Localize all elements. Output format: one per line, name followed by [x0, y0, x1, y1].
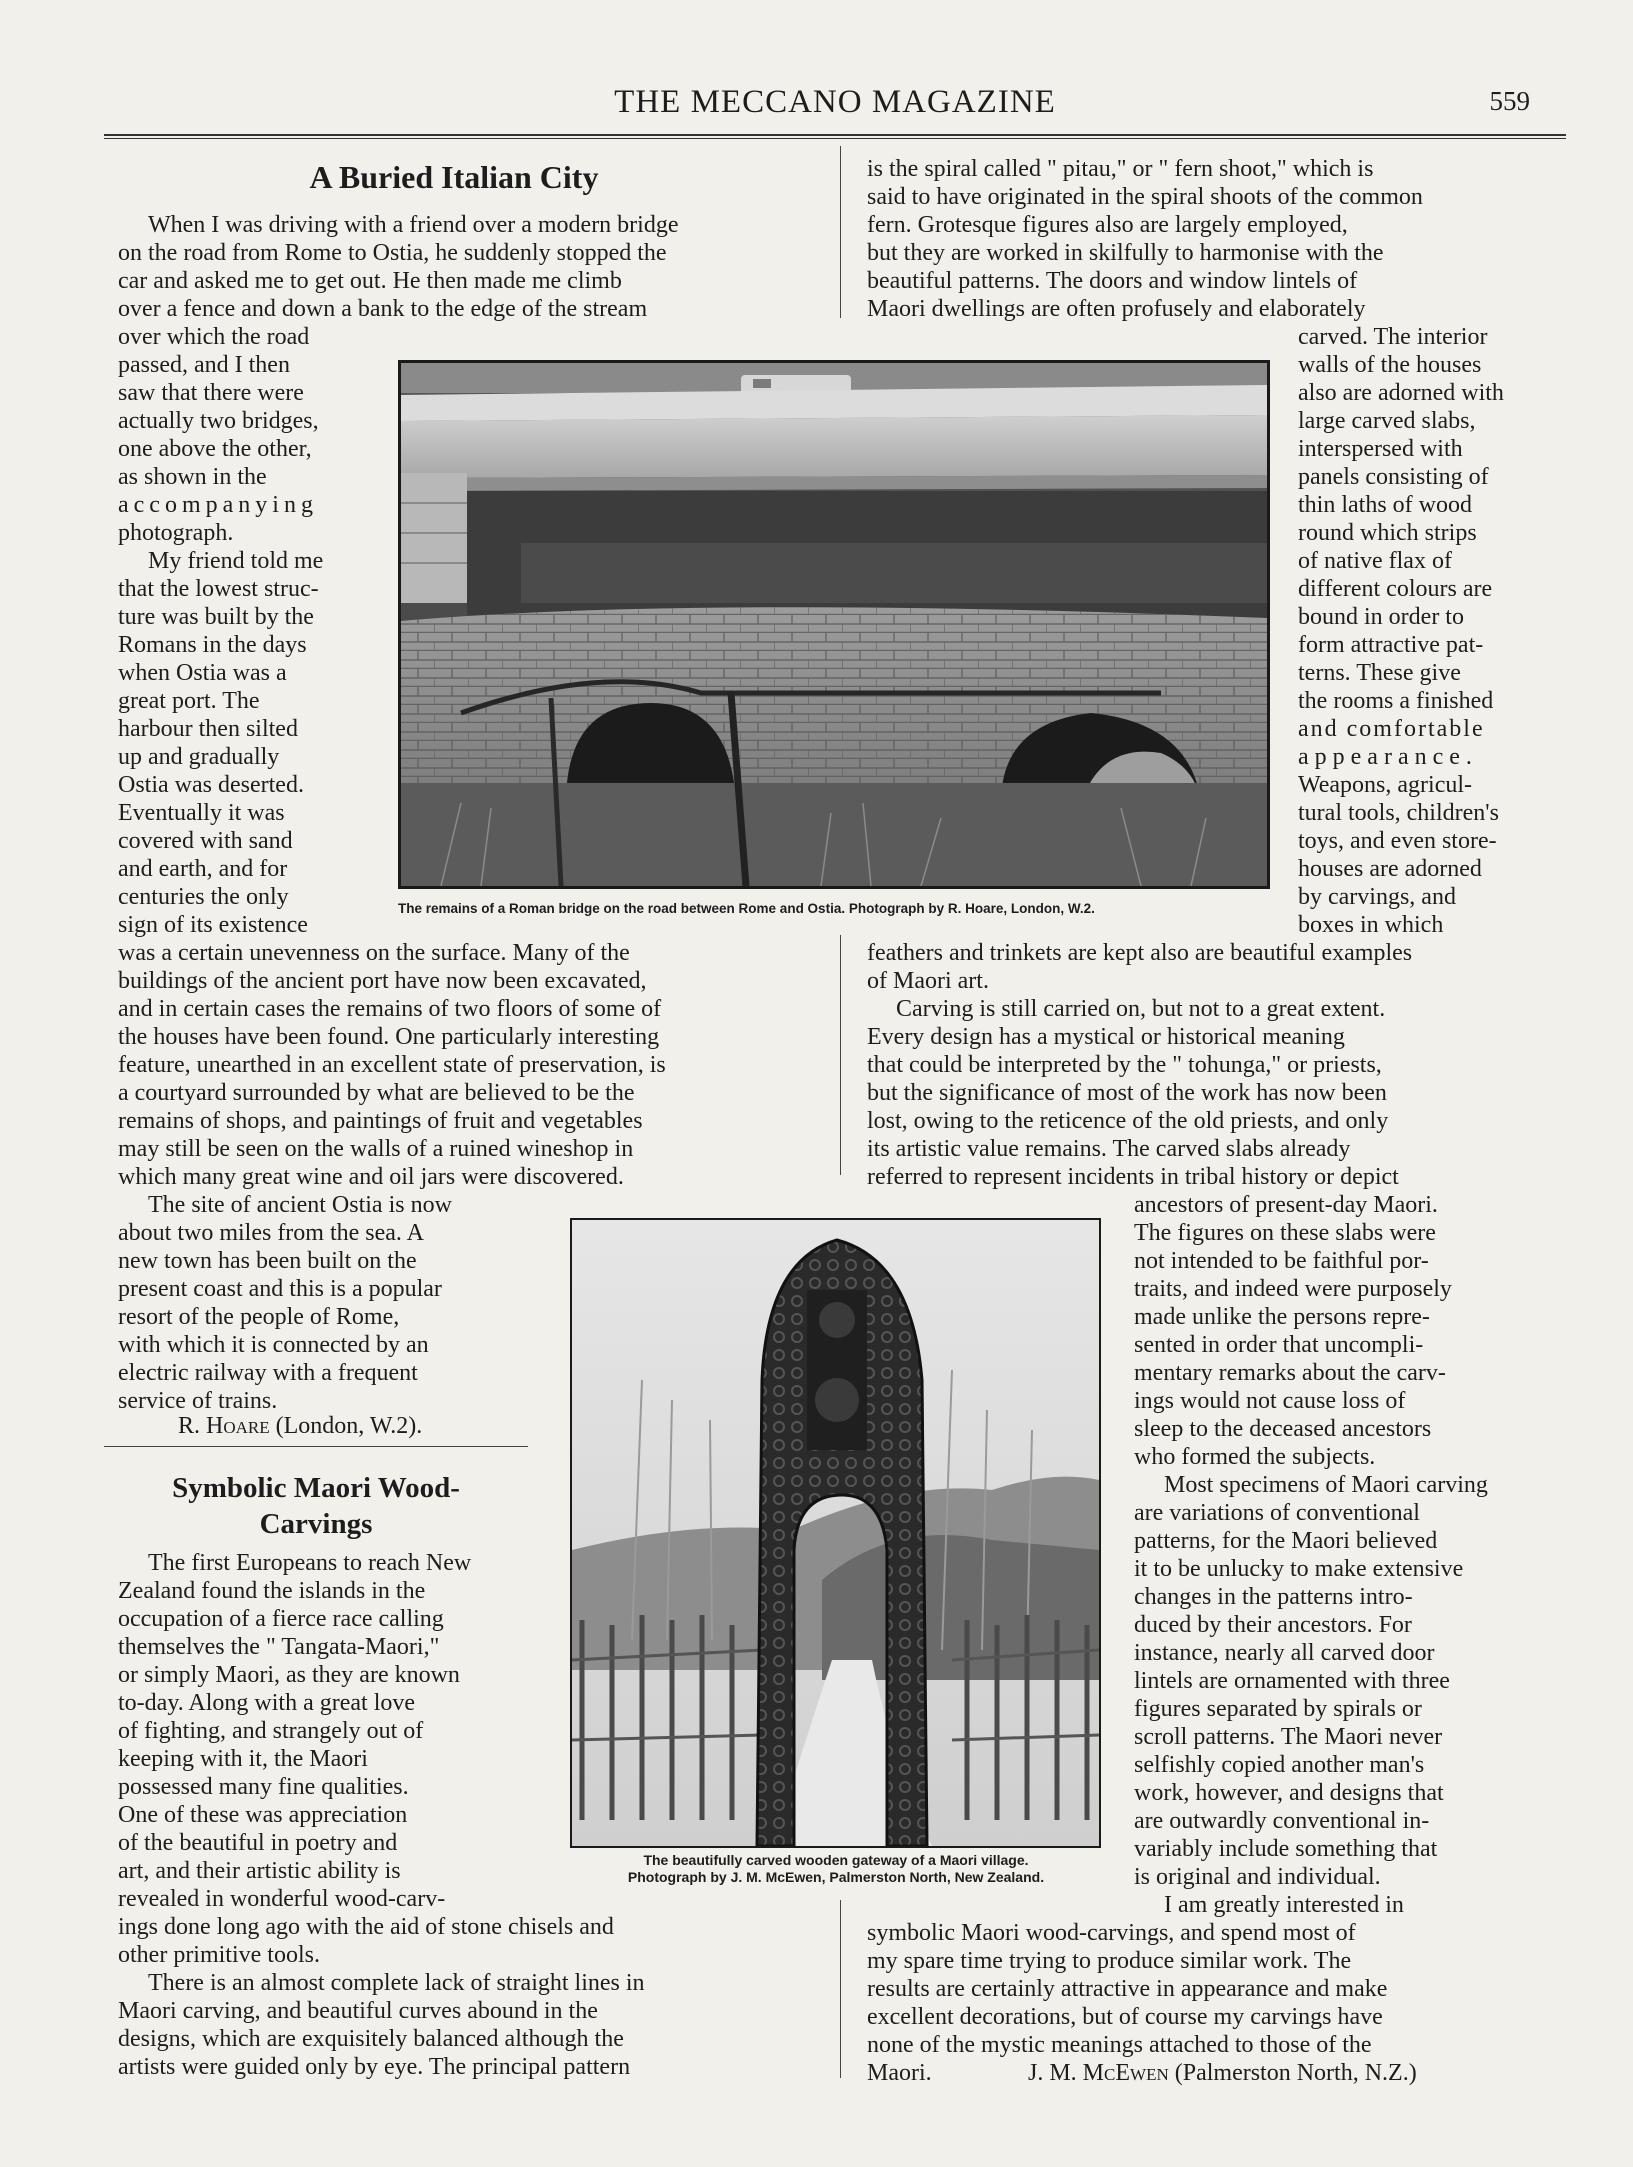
text-line: Most specimens of Maori carving	[1164, 1472, 1488, 1498]
text-line: revealed in wonderful wood-carv-	[118, 1886, 446, 1912]
text-line: ings done long ago with the aid of stone chisels and	[118, 1914, 614, 1940]
text-line: are outwardly conventional in-	[1134, 1808, 1430, 1834]
text-line: centuries the only	[118, 884, 289, 910]
text-line: One of these was appreciation	[118, 1802, 408, 1828]
text-line: themselves the " Tangata-Maori,"	[118, 1634, 440, 1660]
text-line: about two miles from the sea. A	[118, 1220, 424, 1246]
page-number: 559	[1489, 86, 1530, 116]
text-line: who formed the subjects.	[1134, 1444, 1376, 1470]
text-line: tural tools, children's	[1298, 800, 1499, 826]
text-line: houses are adorned	[1298, 856, 1482, 882]
text-line: covered with sand	[118, 828, 293, 854]
text-line: scroll patterns. The Maori never	[1134, 1724, 1443, 1750]
bridge-photo-image	[401, 363, 1267, 886]
text-line: Weapons, agricul-	[1298, 772, 1472, 798]
bridge-photo-caption: The remains of a Roman bridge on the road between Rome and Ostia. Photograph by R. Hoare, London, W.2.	[398, 901, 1095, 916]
text-line: different colours are	[1298, 576, 1493, 602]
text-line: of Maori art.	[867, 968, 989, 994]
text-line: variably include something that	[1134, 1836, 1438, 1862]
text-line: are variations of conventional	[1134, 1500, 1420, 1526]
text-line: symbolic Maori wood-carvings, and spend most of	[867, 1920, 1356, 1946]
text-line: Maori dwellings are often profusely and elaborately	[867, 296, 1366, 322]
text-line: toys, and even store-	[1298, 828, 1497, 854]
text-line: Carving is still carried on, but not to a great extent.	[896, 996, 1386, 1022]
text-line: resort of the people of Rome,	[118, 1304, 400, 1330]
text-line: referred to represent incidents in tribal history or depict	[867, 1164, 1399, 1190]
text-line: instance, nearly all carved door	[1134, 1640, 1435, 1666]
caption-line: The beautifully carved wooden gateway of a Maori village.	[643, 1852, 1029, 1868]
text-line: ture was built by the	[118, 604, 314, 630]
author-place: (London, W.2).	[275, 1413, 423, 1439]
gateway-photo-caption	[576, 1852, 1096, 1886]
text-line: saw that there were	[118, 380, 304, 406]
caption-line: Photograph by J. M. McEwen, Palmerston North, New Zealand.	[627, 1869, 1045, 1885]
text-line: figures separated by spirals or	[1134, 1696, 1422, 1722]
text-line: work, however, and designs that	[1134, 1780, 1444, 1806]
maori-gateway-photo	[570, 1218, 1101, 1848]
text-line: terns. These give	[1298, 660, 1461, 686]
text-line: Maori.	[867, 2060, 932, 2086]
article2-title	[104, 1470, 528, 1542]
text-line: a courtyard surrounded by what are believed to be the	[118, 1080, 635, 1106]
text-line: other primitive tools.	[118, 1942, 320, 1968]
text-line: lost, owing to the reticence of the old priests, and only	[867, 1108, 1389, 1134]
text-line: may still be seen on the walls of a ruined wineshop in	[118, 1136, 634, 1162]
text-line: remains of shops, and paintings of fruit and vegetables	[118, 1108, 643, 1134]
column-divider-middle	[840, 935, 841, 1175]
text-line: made unlike the persons repre-	[1134, 1304, 1430, 1330]
text-line: mentary remarks about the carv-	[1134, 1360, 1446, 1386]
text-line: lintels are ornamented with three	[1134, 1668, 1450, 1694]
text-line: accompanying	[118, 492, 318, 518]
text-line: as shown in the	[118, 464, 267, 490]
text-line: over a fence and down a bank to the edge of the stream	[118, 296, 648, 322]
text-line: the houses have been found. One particularly interesting	[118, 1024, 660, 1050]
text-line: not intended to be faithful por-	[1134, 1248, 1429, 1274]
text-line: which many great wine and oil jars were discovered.	[118, 1164, 624, 1190]
text-line: up and gradually	[118, 744, 280, 770]
text-line: that the lowest struc-	[118, 576, 319, 602]
text-line: feature, unearthed in an excellent state of preservation, is	[118, 1052, 666, 1078]
text-line: it to be unlucky to make extensive	[1134, 1556, 1464, 1582]
text-line: panels consisting of	[1298, 464, 1489, 490]
text-line: and in certain cases the remains of two floors of some of	[118, 996, 662, 1022]
text-line: of native flax of	[1298, 548, 1452, 574]
text-line: large carved slabs,	[1298, 408, 1476, 434]
author-place: (Palmerston North, N.Z.)	[1174, 2060, 1417, 2086]
text-line: by carvings, and	[1298, 884, 1456, 910]
text-line: possessed many fine qualities.	[118, 1774, 409, 1800]
text-line: harbour then silted	[118, 716, 298, 742]
text-line: is the spiral called " pitau," or " fern shoot," which is	[867, 156, 1374, 182]
text-line: service of trains.	[118, 1388, 278, 1414]
text-line: boxes in which	[1298, 912, 1444, 938]
text-line: results are certainly attractive in appearance and make	[867, 1976, 1388, 2002]
text-line: changes in the patterns intro-	[1134, 1584, 1413, 1610]
text-line: photograph.	[118, 520, 234, 546]
text-line: duced by their ancestors. For	[1134, 1612, 1412, 1638]
text-line: but the significance of most of the work has now been	[867, 1080, 1387, 1106]
text-line: beautiful patterns. The doors and window lintels of	[867, 268, 1358, 294]
header-rule	[104, 134, 1566, 139]
text-line: but they are worked in skilfully to harmonise with the	[867, 240, 1384, 266]
article2-signature	[1028, 2060, 1417, 2087]
text-line: or simply Maori, as they are known	[118, 1662, 460, 1688]
text-line: round which strips	[1298, 520, 1477, 546]
text-line: one above the other,	[118, 436, 312, 462]
text-line: traits, and indeed were purposely	[1134, 1276, 1452, 1302]
text-line: over which the road	[118, 324, 310, 350]
text-line: When I was driving with a friend over a modern bridge	[148, 212, 679, 238]
text-line: sented in order that uncompli-	[1134, 1332, 1424, 1358]
text-line: interspersed with	[1298, 436, 1463, 462]
text-line: selfishly copied another man's	[1134, 1752, 1425, 1778]
text-line: my spare time trying to produce similar work. The	[867, 1948, 1352, 1974]
article-title: A Buried Italian City	[309, 159, 599, 195]
text-line: Every design has a mystical or historical meaning	[867, 1024, 1345, 1050]
section-divider	[104, 1446, 528, 1447]
text-line: The figures on these slabs were	[1134, 1220, 1436, 1246]
text-line: Eventually it was	[118, 800, 285, 826]
text-line: was a certain unevenness on the surface. Many of the	[118, 940, 630, 966]
text-line: There is an almost complete lack of straight lines in	[148, 1970, 645, 1996]
text-line: car and asked me to get out. He then made me climb	[118, 268, 622, 294]
text-line: buildings of the ancient port have now been excavated,	[118, 968, 647, 994]
text-line: electric railway with a frequent	[118, 1360, 418, 1386]
text-line: form attractive pat-	[1298, 632, 1484, 658]
text-line: said to have originated in the spiral shoots of the common	[867, 184, 1423, 210]
author-name: J. M. McEwen	[1028, 2060, 1169, 2086]
text-line: ancestors of present-day Maori.	[1134, 1192, 1438, 1218]
text-line: of the beautiful in poetry and	[118, 1830, 398, 1856]
text-line: Ostia was deserted.	[118, 772, 304, 798]
text-line: Zealand found the islands in the	[118, 1578, 426, 1604]
roman-bridge-photo	[398, 360, 1270, 889]
text-line: appearance.	[1298, 744, 1478, 770]
text-line: of fighting, and strangely out of	[118, 1718, 424, 1744]
text-line: to-day. Along with a great love	[118, 1690, 416, 1716]
author-name: R. Hoare	[178, 1413, 270, 1439]
magazine-title: THE MECCANO MAGAZINE	[614, 84, 1056, 120]
text-line: designs, which are exquisitely balanced although the	[118, 2026, 624, 2052]
text-line: and earth, and for	[118, 856, 288, 882]
text-line: artists were guided only by eye. The principal pattern	[118, 2054, 631, 2080]
text-line: I am greatly interested in	[1164, 1892, 1404, 1918]
column-divider-bottom	[840, 1900, 841, 2078]
text-line: new town has been built on the	[118, 1248, 417, 1274]
text-line: excellent decorations, but of course my carvings have	[867, 2004, 1383, 2030]
text-line: also are adorned with	[1298, 380, 1504, 406]
text-line: Maori carving, and beautiful curves abound in the	[118, 1998, 598, 2024]
text-line: Romans in the days	[118, 632, 307, 658]
text-line: passed, and I then	[118, 352, 290, 378]
text-line: bound in order to	[1298, 604, 1464, 630]
gateway-photo-image	[572, 1220, 1099, 1846]
text-line: none of the mystic meanings attached to those of the	[867, 2032, 1372, 2058]
article1-signature	[178, 1413, 422, 1440]
title-line: Carvings	[259, 1508, 373, 1540]
text-line: ings would not cause loss of	[1134, 1388, 1406, 1414]
text-line: sign of its existence	[118, 912, 308, 938]
text-line: the rooms a finished	[1298, 688, 1494, 714]
text-line: carved. The interior	[1298, 324, 1488, 350]
text-line: My friend told me	[148, 548, 324, 574]
text-line: its artistic value remains. The carved slabs already	[867, 1136, 1351, 1162]
text-line: that could be interpreted by the " tohunga," or priests,	[867, 1052, 1382, 1078]
text-line: and comfortable	[1298, 716, 1485, 742]
text-line: fern. Grotesque figures also are largely employed,	[867, 212, 1348, 238]
text-line: occupation of a fierce race calling	[118, 1606, 444, 1632]
text-line: feathers and trinkets are kept also are beautiful examples	[867, 940, 1413, 966]
text-line: walls of the houses	[1298, 352, 1482, 378]
text-line: is original and individual.	[1134, 1864, 1381, 1890]
text-line: on the road from Rome to Ostia, he suddenly stopped the	[118, 240, 667, 266]
text-line: The site of ancient Ostia is now	[148, 1192, 452, 1218]
text-line: The first Europeans to reach New	[148, 1550, 472, 1576]
text-line: present coast and this is a popular	[118, 1276, 442, 1302]
text-line: great port. The	[118, 688, 260, 714]
text-line: art, and their artistic ability is	[118, 1858, 401, 1884]
text-line: sleep to the deceased ancestors	[1134, 1416, 1432, 1442]
running-head	[100, 84, 1570, 124]
text-line: keeping with it, the Maori	[118, 1746, 368, 1772]
text-line: actually two bridges,	[118, 408, 319, 434]
text-line: thin laths of wood	[1298, 492, 1472, 518]
text-line: with which it is connected by an	[118, 1332, 429, 1358]
column-divider-top	[840, 146, 841, 318]
text-line: when Ostia was a	[118, 660, 287, 686]
title-line: Symbolic Maori Wood-	[172, 1472, 460, 1504]
text-line: patterns, for the Maori believed	[1134, 1528, 1438, 1554]
